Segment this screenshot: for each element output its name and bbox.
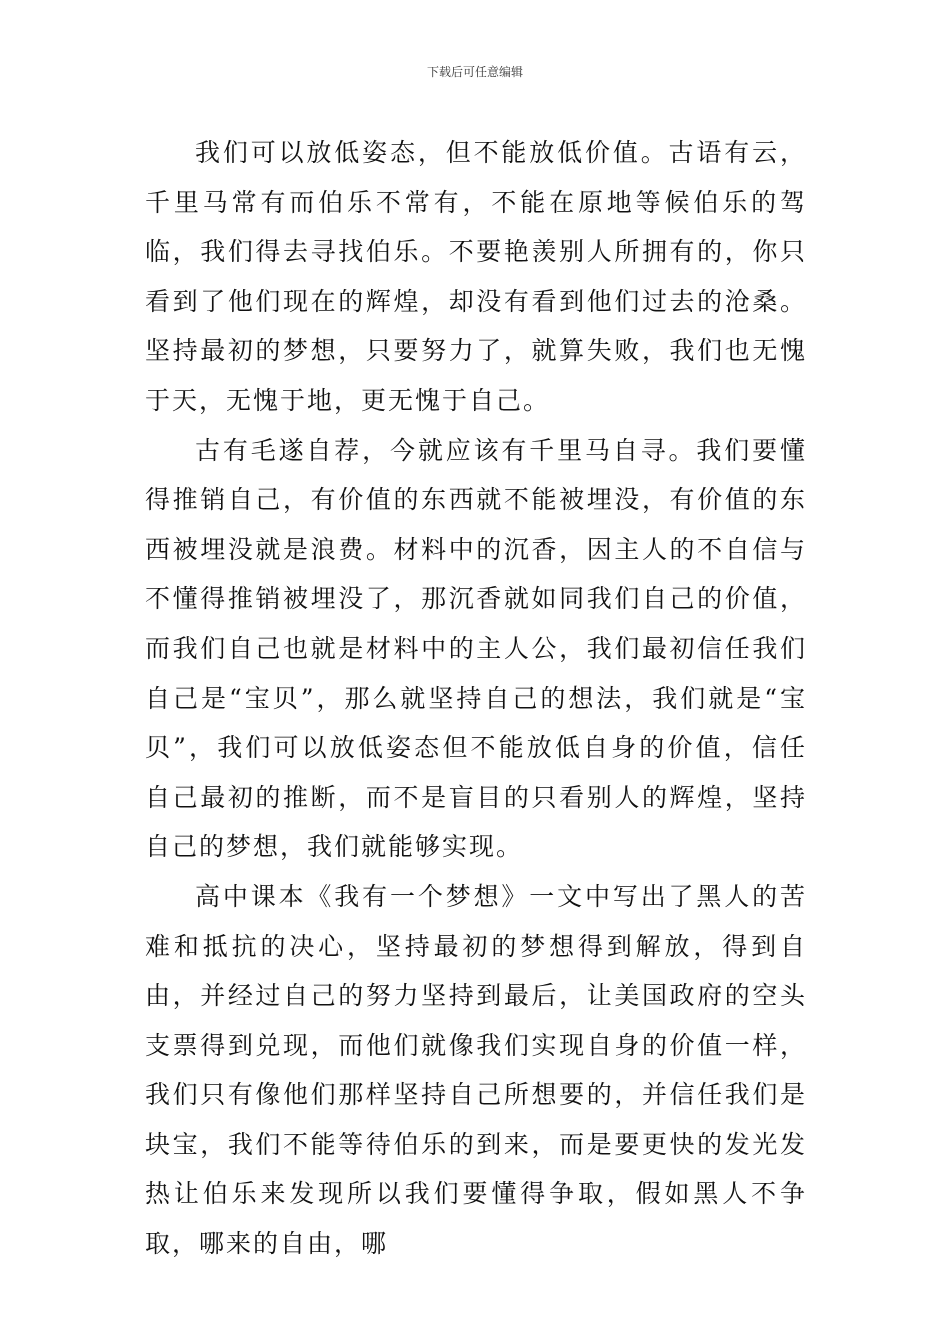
paragraph-3: 高中课本《我有一个梦想》一文中写出了黑人的苦难和抵抗的决心，坚持最初的梦想得到解放，得到自由，并经过自己的努力坚持到最后，让美国政府的空头支票得到兑现，而他们就像我们实现自身的价值一样，我们只有像他们那样坚持自己所想要的，并信任我们是块宝，我们不能等待伯乐的到来，而是要更快的发光发热让伯乐来发现所以我们要懂得争取，假如黑人不争取，哪来的自由，哪 [145,881,807,1259]
page-header: 下载后可任意编辑 [426,65,523,79]
paragraph-2: 古有毛遂自荐，今就应该有千里马自寻。我们要懂得推销自己，有价值的东西就不能被埋没，有价值的东西被埋没就是浪费。材料中的沉香，因主人的不自信与不懂得推销被埋没了，那沉香就如同我们自己的价值，而我们自己也就是材料中的主人公，我们最初信任我们自己是“宝贝”，那么就坚持自己的想法，我们就是“宝贝”，我们可以放低姿态但不能放低自身的价值，信任自己最初的推断，而不是盲目的只看别人的辉煌，坚持自己的梦想，我们就能够实现。 [145,435,807,862]
paragraph-1: 我们可以放低姿态，但不能放低价值。古语有云，千里马常有而伯乐不常有，不能在原地等候伯乐的驾临，我们得去寻找伯乐。不要艳羡别人所拥有的，你只看到了他们现在的辉煌，却没有看到他们过去的沧桑。坚持最初的梦想，只要努力了，就算失败，我们也无愧于天，无愧于地，更无愧于自己。 [145,138,807,415]
document-body [145,128,807,1269]
